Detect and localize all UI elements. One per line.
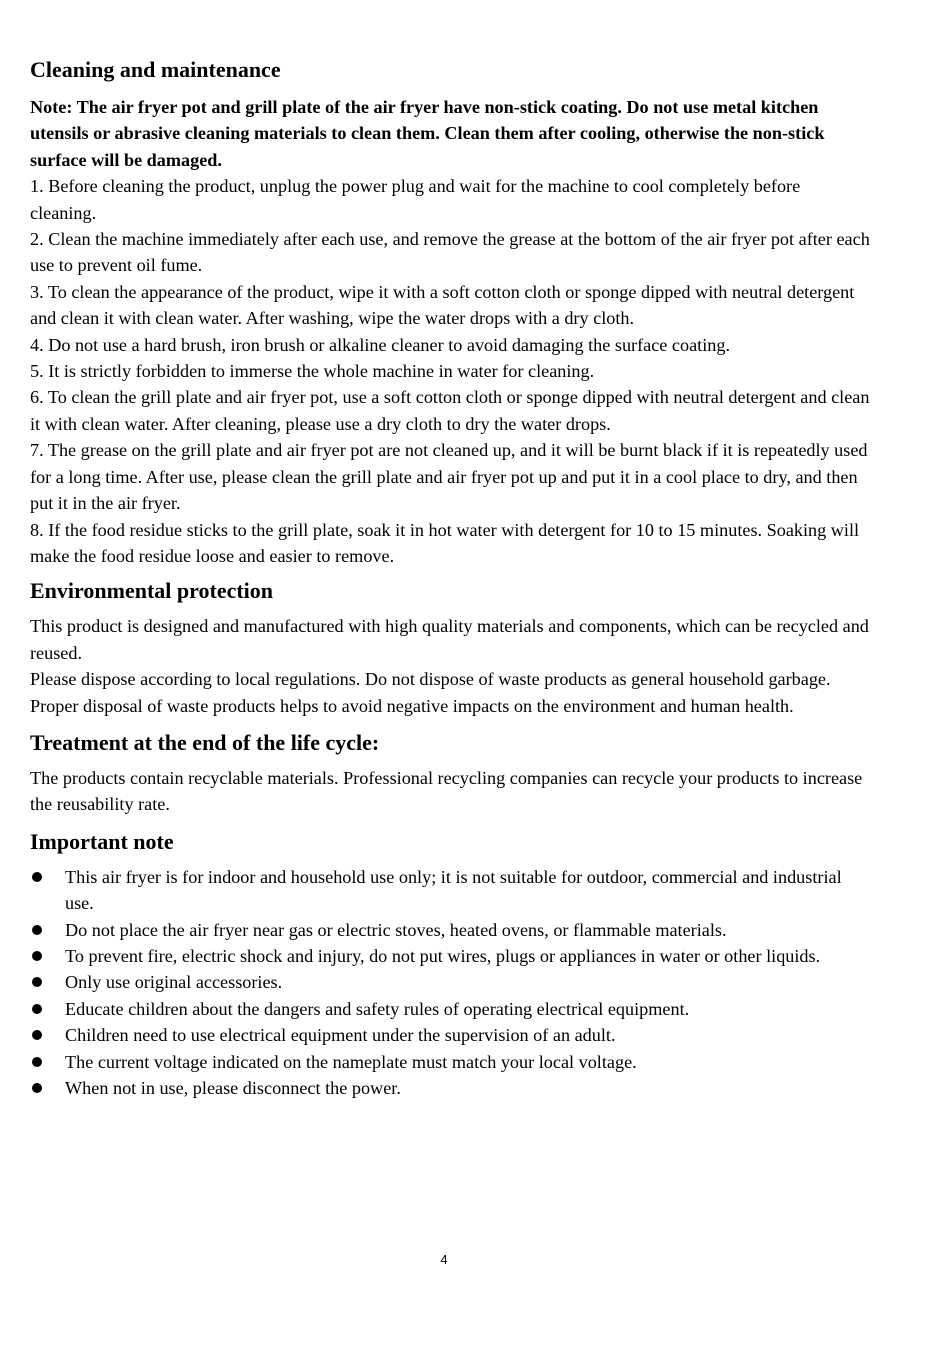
bullet-icon [32, 951, 42, 961]
cleaning-step-3: 3. To clean the appearance of the product, wipe it with a soft cotton cloth or sponge dipped with neutral detergent and clean it with clean water. After washing, wipe the water drops with a dry cloth. [30, 281, 855, 329]
cleaning-step-4: 4. Do not use a hard brush, iron brush or alkaline cleaner to avoid damaging the surface coating. [30, 334, 730, 355]
cleaning-step-6: 6. To clean the grill plate and air fryer pot, use a soft cotton cloth or sponge dipped with neutral detergent and clean it with clean water. After cleaning, please use a dry cloth to dry the water drops. [30, 387, 870, 434]
environmental-paragraph: This product is designed and manufactured with high quality materials and components, which can be recycled and reused. [30, 616, 869, 663]
important-list [30, 864, 870, 1102]
list-item-text: Educate children about the dangers and safety rules of operating electrical equipment. [65, 998, 690, 1019]
bullet-icon [32, 977, 42, 987]
list-item [30, 996, 870, 1022]
list-item-text: When not in use, please disconnect the power. [65, 1078, 401, 1098]
bullet-icon [32, 872, 42, 882]
list-item-text: This air fryer is for indoor and household use only; it is not suitable for outdoor, commercial and industrial use. [65, 866, 842, 914]
cleaning-step-7: 7. The grease on the grill plate and air fryer pot are not cleaned up, and it will be burnt black if it is repeatedly used for a long time. After use, please clean the grill plate and air fryer pot up and put it in a cool place to dry, and then put it in the air fryer. [30, 440, 868, 514]
manual-page [30, 56, 870, 1101]
treatment-text: The products contain recyclable materials. Professional recycling companies can recycle your products to increase the reusability rate. [30, 767, 863, 815]
list-item-text: Do not place the air fryer near gas or electric stoves, heated ovens, or flammable materials. [65, 919, 727, 940]
list-item [30, 969, 870, 995]
bullet-icon [32, 1057, 42, 1067]
page-number: 4 [440, 1252, 448, 1267]
list-item-text: Only use original accessories. [65, 972, 283, 993]
list-item-text: To prevent fire, electric shock and injury, do not put wires, plugs or appliances in water or other liquids. [65, 945, 821, 966]
list-item-text: Children need to use electrical equipment under the supervision of an adult. [65, 1025, 616, 1046]
cleaning-step-5: 5. It is strictly forbidden to immerse the whole machine in water for cleaning. [30, 361, 595, 382]
environmental-heading: Environmental protection [30, 578, 274, 604]
bullet-icon [32, 1004, 42, 1014]
bullet-icon [32, 1083, 42, 1093]
list-item [30, 943, 870, 969]
cleaning-heading: Cleaning and maintenance [30, 57, 281, 82]
list-item [30, 917, 870, 943]
list-item [30, 1075, 870, 1101]
list-item-text: The current voltage indicated on the nameplate must match your local voltage. [65, 1051, 637, 1072]
list-item [30, 1022, 870, 1048]
important-heading: Important note [30, 828, 174, 854]
treatment-heading: Treatment at the end of the life cycle: [30, 729, 380, 755]
list-item [30, 864, 870, 917]
bullet-icon [32, 1030, 42, 1040]
environmental-paragraph: Please dispose according to local regulations. Do not dispose of waste products as general household garbage. [30, 669, 831, 690]
bullet-icon [32, 925, 42, 935]
cleaning-step-2: 2. Clean the machine immediately after each use, and remove the grease at the bottom of the air fryer pot after each use to prevent oil fume. [30, 229, 870, 276]
cleaning-step-8: 8. If the food residue sticks to the grill plate, soak it in hot water with detergent for 10 to 15 minutes. Soaking will make the food residue loose and easier to remove. [30, 519, 860, 566]
cleaning-note: Note: The air fryer pot and grill plate of the air fryer have non-stick coating. Do not use metal kitchen utensils or abrasive cleaning materials to clean them. Clean them after cooling, otherwise the non-stick surface will be damaged. [30, 97, 825, 170]
environmental-paragraph: Proper disposal of waste products helps to avoid negative impacts on the environment and human health. [30, 695, 794, 716]
environmental-section [30, 613, 870, 719]
cleaning-steps [30, 173, 870, 569]
cleaning-step-1: 1. Before cleaning the product, unplug the power plug and wait for the machine to cool completely before cleaning. [30, 176, 801, 223]
list-item [30, 1049, 870, 1075]
